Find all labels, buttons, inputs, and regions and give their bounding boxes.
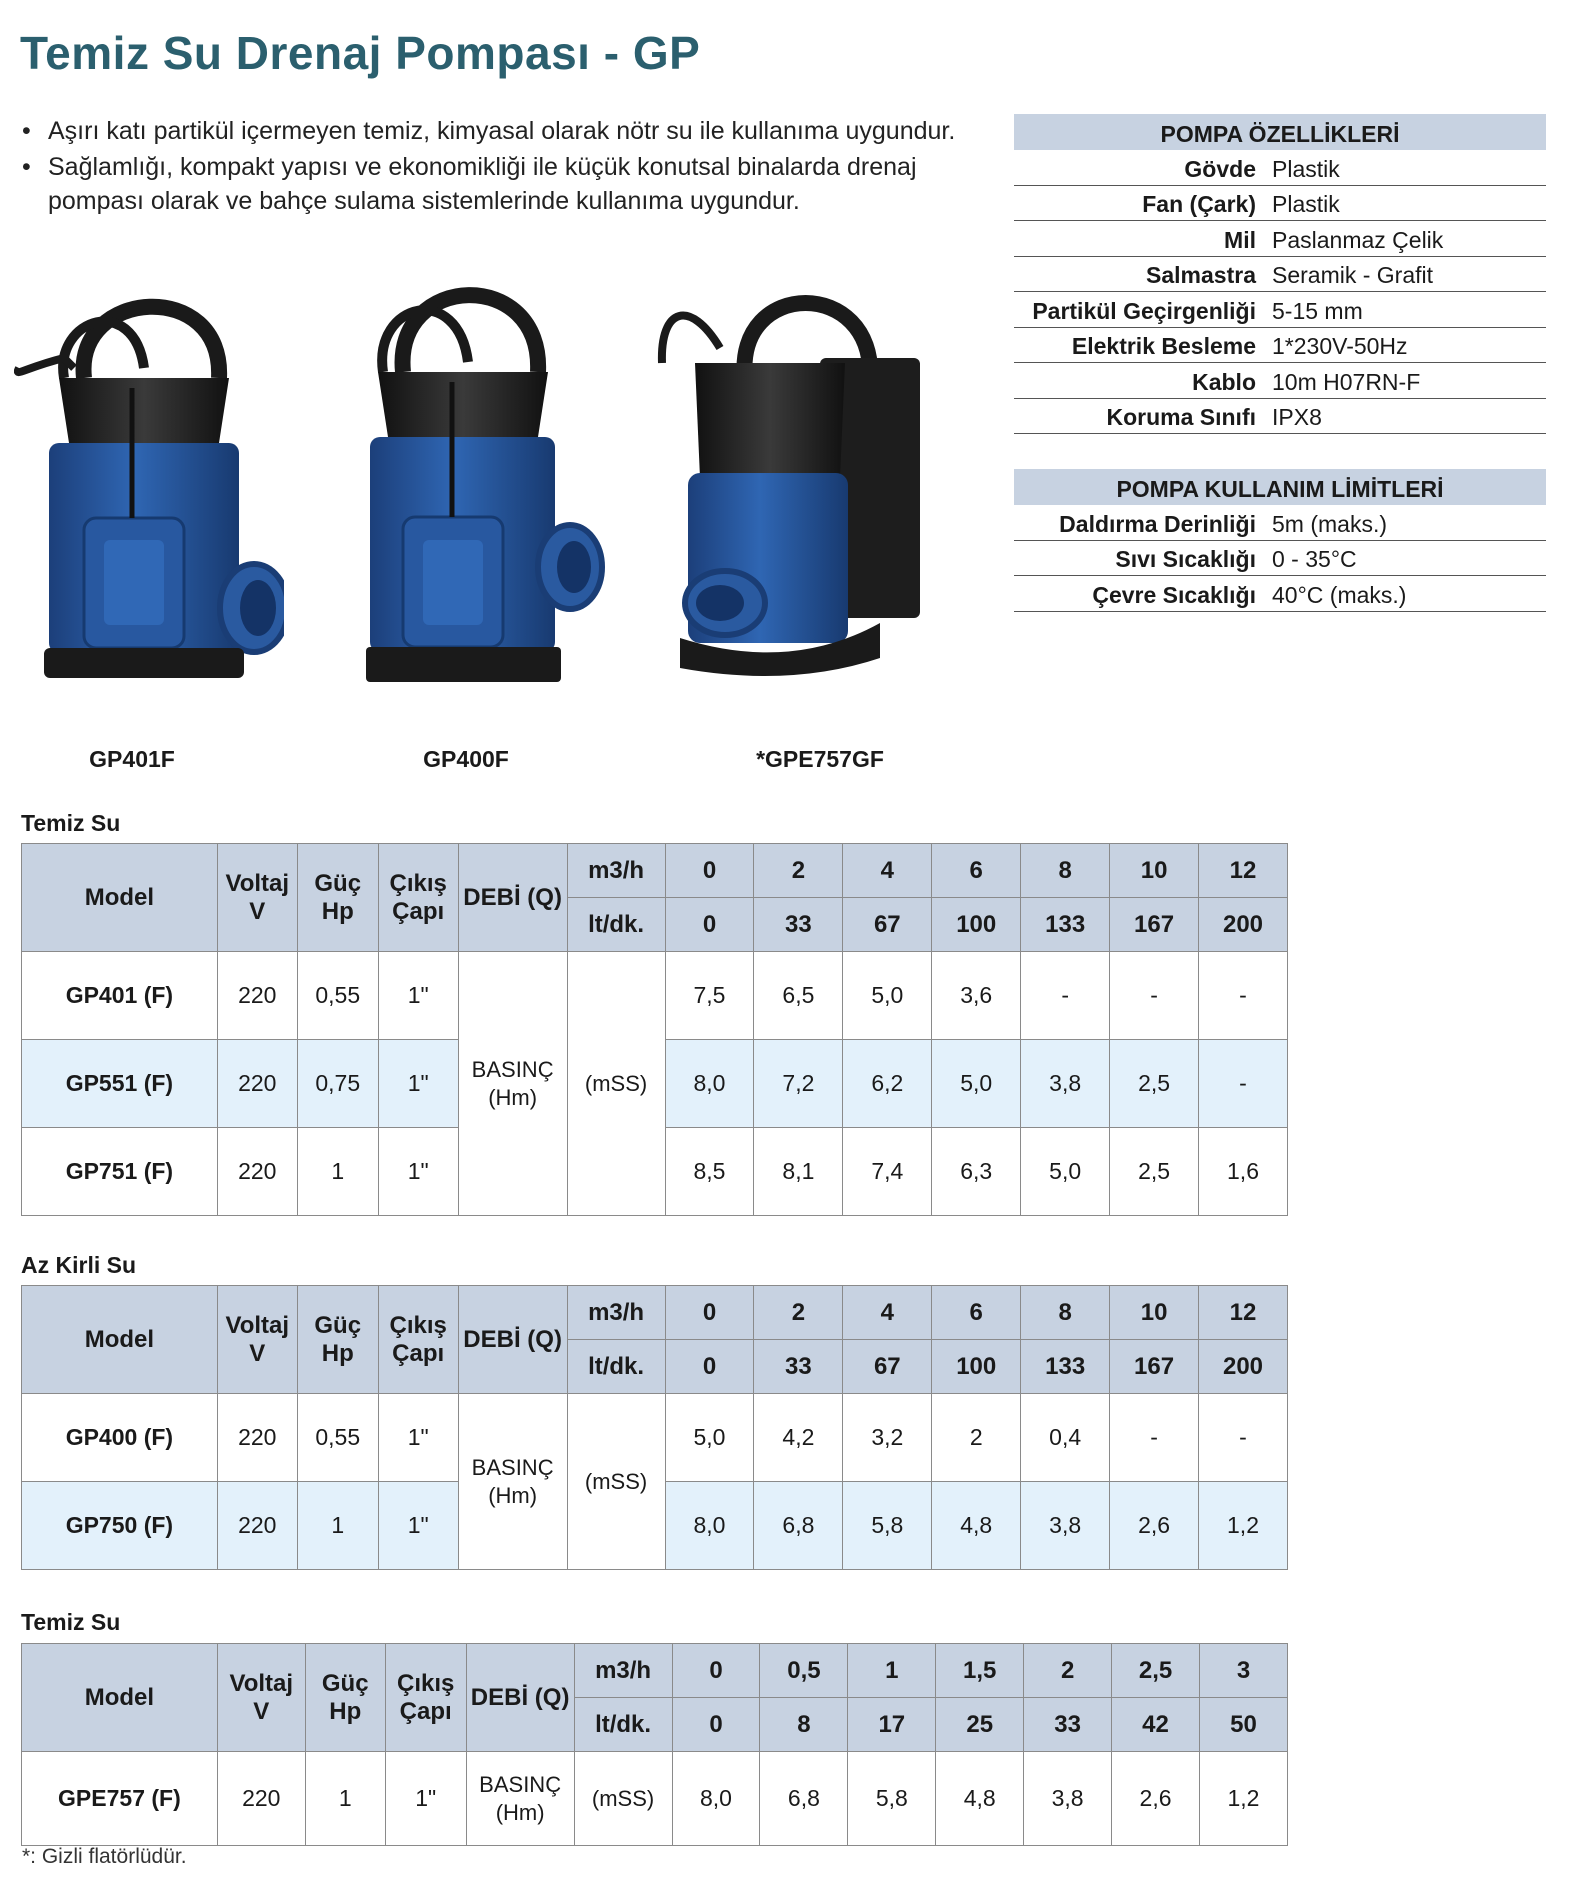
flow-ltdk: 67 <box>843 898 932 952</box>
spec-row <box>1014 150 1546 186</box>
value-cell: - <box>1110 952 1199 1040</box>
value-cell: - <box>1021 952 1110 1040</box>
flow-ltdk: 133 <box>1021 898 1110 952</box>
value-cell: - <box>1110 1394 1199 1482</box>
feature-item: • Aşırı katı partikül içermeyen temiz, kimyasal olarak nötr su ile kullanıma uygundur. <box>22 114 1002 148</box>
power-cell: 1 <box>297 1482 378 1570</box>
spec-value: 5-15 mm <box>1272 297 1363 324</box>
limit-value: 40°C (maks.) <box>1272 581 1407 608</box>
header-flow: DEBİ (Q) <box>458 844 567 952</box>
header-flow: DEBİ (Q) <box>466 1644 574 1752</box>
header-unit-ltdk: lt/dk. <box>567 898 665 952</box>
outlet-cell: 1" <box>385 1752 466 1846</box>
header-power: Güç Hp <box>297 1286 378 1394</box>
header-unit-m3h: m3/h <box>567 1286 665 1340</box>
flow-m3h: 6 <box>932 1286 1021 1340</box>
limit-value: 5m (maks.) <box>1272 510 1387 537</box>
value-cell: 3,8 <box>1021 1482 1110 1570</box>
flow-m3h: 12 <box>1199 844 1288 898</box>
limit-key: Daldırma Derinliği <box>1059 510 1256 537</box>
header-outlet: Çıkış Çapı <box>385 1644 466 1752</box>
voltage-cell: 220 <box>217 1752 305 1846</box>
footnote: *: Gizli flatörlüdür. <box>22 1845 187 1868</box>
value-cell: 1,2 <box>1199 1752 1287 1846</box>
pressure-label: BASINÇ (Hm) <box>458 1394 567 1570</box>
value-cell: 8,0 <box>665 1040 754 1128</box>
flow-ltdk: 0 <box>672 1698 760 1752</box>
flow-ltdk: 42 <box>1112 1698 1200 1752</box>
flow-m3h: 3 <box>1199 1644 1287 1698</box>
spec-value: Seramik - Grafit <box>1272 262 1434 288</box>
value-cell: 7,4 <box>843 1128 932 1216</box>
flow-m3h: 12 <box>1199 1286 1288 1340</box>
spec-value: 1*230V-50Hz <box>1272 333 1408 359</box>
model-cell: GP400 (F) <box>22 1394 218 1482</box>
value-cell: 8,5 <box>665 1128 754 1216</box>
flow-m3h: 10 <box>1110 844 1199 898</box>
outlet-cell: 1" <box>378 1128 458 1216</box>
voltage-cell: 220 <box>217 952 297 1040</box>
voltage-cell: 220 <box>217 1040 297 1128</box>
spec-row <box>1014 221 1546 257</box>
value-cell: - <box>1199 952 1288 1040</box>
flow-ltdk: 33 <box>754 1340 843 1394</box>
value-cell: 3,8 <box>1024 1752 1112 1846</box>
model-cell: GPE757 (F) <box>22 1752 218 1846</box>
model-cell: GP750 (F) <box>22 1482 218 1570</box>
power-cell: 0,75 <box>297 1040 378 1128</box>
value-cell: 5,8 <box>843 1482 932 1570</box>
product-caption: GP400F <box>423 746 509 772</box>
value-cell: 2,6 <box>1112 1752 1200 1846</box>
power-cell: 0,55 <box>297 1394 378 1482</box>
value-cell: 8,1 <box>754 1128 843 1216</box>
power-cell: 0,55 <box>297 952 378 1040</box>
value-cell: 2 <box>932 1394 1021 1482</box>
value-cell: 6,8 <box>760 1752 848 1846</box>
flow-ltdk: 133 <box>1021 1340 1110 1394</box>
pressure-unit: (mSS) <box>567 1394 665 1570</box>
pump-image-gpe757gf <box>650 278 930 698</box>
flow-m3h: 4 <box>843 844 932 898</box>
flow-m3h: 8 <box>1021 1286 1110 1340</box>
spec-value: Paslanmaz Çelik <box>1272 226 1444 253</box>
value-cell: 1,2 <box>1199 1482 1288 1570</box>
flow-m3h: 6 <box>932 844 1021 898</box>
value-cell: 5,0 <box>843 952 932 1040</box>
limit-key: Çevre Sıcaklığı <box>1092 581 1256 608</box>
model-cell: GP751 (F) <box>22 1128 218 1216</box>
limit-row <box>1014 576 1546 612</box>
value-cell: 2,5 <box>1110 1040 1199 1128</box>
value-cell: 5,0 <box>932 1040 1021 1128</box>
value-cell: 4,8 <box>936 1752 1024 1846</box>
spec-row <box>1014 363 1546 399</box>
value-cell: 8,0 <box>672 1752 760 1846</box>
flow-m3h: 0 <box>665 1286 754 1340</box>
flow-ltdk: 200 <box>1199 898 1288 952</box>
outlet-cell: 1" <box>378 952 458 1040</box>
value-cell: 1,6 <box>1199 1128 1288 1216</box>
model-cell: GP401 (F) <box>22 952 218 1040</box>
spec-value: 10m H07RN-F <box>1272 368 1421 395</box>
value-cell: 5,0 <box>665 1394 754 1482</box>
value-cell: 3,6 <box>932 952 1021 1040</box>
flow-ltdk: 100 <box>932 898 1021 952</box>
value-cell: 3,2 <box>843 1394 932 1482</box>
flow-ltdk: 0 <box>665 898 754 952</box>
spec-key: Mil <box>1224 226 1256 253</box>
product-caption: *GPE757GF <box>756 746 884 772</box>
flow-ltdk: 100 <box>932 1340 1021 1394</box>
spec-key: Elektrik Besleme <box>1071 333 1256 359</box>
header-model: Model <box>22 1644 218 1752</box>
header-flow: DEBİ (Q) <box>458 1286 567 1394</box>
flow-m3h: 10 <box>1110 1286 1199 1340</box>
flow-m3h: 2,5 <box>1112 1644 1200 1698</box>
flow-ltdk: 33 <box>1024 1698 1112 1752</box>
header-power: Güç Hp <box>297 844 378 952</box>
feature-list <box>22 114 1002 220</box>
value-cell: 6,3 <box>932 1128 1021 1216</box>
flow-ltdk: 17 <box>848 1698 936 1752</box>
usage-limits-title: POMPA KULLANIM LİMİTLERİ <box>1014 469 1546 505</box>
header-model: Model <box>22 1286 218 1394</box>
flow-m3h: 0,5 <box>760 1644 848 1698</box>
flow-m3h: 8 <box>1021 844 1110 898</box>
spec-key: Partikül Geçirgenliği <box>1032 297 1256 324</box>
value-cell: 6,2 <box>843 1040 932 1128</box>
voltage-cell: 220 <box>217 1394 297 1482</box>
value-cell: 2,6 <box>1110 1482 1199 1570</box>
value-cell: 8,0 <box>665 1482 754 1570</box>
pump-image-gp400f <box>348 262 618 692</box>
header-outlet: Çıkış Çapı <box>378 1286 458 1394</box>
feature-item: • Sağlamlığı, kompakt yapısı ve ekonomikliği ile küçük konutsal binalarda drenaj pompası olarak ve bahçe sulama sistemlerinde kullanıma uygundur. <box>22 150 1002 218</box>
value-cell: 0,4 <box>1021 1394 1110 1482</box>
value-cell: - <box>1199 1040 1288 1128</box>
value-cell: - <box>1199 1394 1288 1482</box>
spec-value: IPX8 <box>1272 404 1322 430</box>
voltage-cell: 220 <box>217 1482 297 1570</box>
limit-value: 0 - 35°C <box>1272 546 1357 572</box>
header-model: Model <box>22 844 218 952</box>
flow-m3h: 2 <box>754 844 843 898</box>
performance-table-clean-water <box>21 843 1288 1216</box>
value-cell: 4,8 <box>932 1482 1021 1570</box>
outlet-cell: 1" <box>378 1394 458 1482</box>
header-unit-ltdk: lt/dk. <box>574 1698 672 1752</box>
flow-m3h: 1 <box>848 1644 936 1698</box>
flow-ltdk: 200 <box>1199 1340 1288 1394</box>
flow-m3h: 0 <box>665 844 754 898</box>
header-outlet: Çıkış Çapı <box>378 844 458 952</box>
table-row <box>22 952 1288 1040</box>
flow-ltdk: 167 <box>1110 898 1199 952</box>
section-title-clean-water-gpe: Temiz Su <box>21 1609 121 1635</box>
power-cell: 1 <box>305 1752 385 1846</box>
pressure-label: BASINÇ (Hm) <box>458 952 567 1216</box>
pump-specs-title: POMPA ÖZELLİKLERİ <box>1014 114 1546 150</box>
value-cell: 6,5 <box>754 952 843 1040</box>
flow-ltdk: 25 <box>936 1698 1024 1752</box>
header-voltage: Voltaj V <box>217 844 297 952</box>
value-cell: 4,2 <box>754 1394 843 1482</box>
spec-value: Plastik <box>1272 191 1340 217</box>
pressure-unit: (mSS) <box>567 952 665 1216</box>
header-unit-ltdk: lt/dk. <box>567 1340 665 1394</box>
outlet-cell: 1" <box>378 1040 458 1128</box>
limit-row <box>1014 541 1546 577</box>
header-power: Güç Hp <box>305 1644 385 1752</box>
table-row <box>22 1752 1288 1846</box>
pump-image-gp401f <box>14 268 284 698</box>
pressure-unit: (mSS) <box>574 1752 672 1846</box>
spec-key: Fan (Çark) <box>1142 191 1256 217</box>
flow-ltdk: 8 <box>760 1698 848 1752</box>
limit-row <box>1014 505 1546 541</box>
flow-ltdk: 0 <box>665 1340 754 1394</box>
value-cell: 2,5 <box>1110 1128 1199 1216</box>
flow-ltdk: 167 <box>1110 1340 1199 1394</box>
usage-limits-table <box>1014 469 1546 612</box>
spec-key: Koruma Sınıfı <box>1106 404 1256 430</box>
header-voltage: Voltaj V <box>217 1644 305 1752</box>
header-unit-m3h: m3/h <box>574 1644 672 1698</box>
spec-row <box>1014 186 1546 222</box>
limit-key: Sıvı Sıcaklığı <box>1115 546 1256 572</box>
flow-ltdk: 33 <box>754 898 843 952</box>
value-cell: 5,0 <box>1021 1128 1110 1216</box>
value-cell: 5,8 <box>848 1752 936 1846</box>
model-cell: GP551 (F) <box>22 1040 218 1128</box>
spec-key: Gövde <box>1184 155 1256 182</box>
spec-row <box>1014 292 1546 328</box>
section-title-clean-water: Temiz Su <box>21 810 121 836</box>
performance-table-gpe757 <box>21 1643 1288 1846</box>
spec-key: Kablo <box>1192 368 1256 395</box>
power-cell: 1 <box>297 1128 378 1216</box>
voltage-cell: 220 <box>217 1128 297 1216</box>
outlet-cell: 1" <box>378 1482 458 1570</box>
performance-table-slightly-dirty-water <box>21 1285 1288 1570</box>
product-caption: GP401F <box>89 746 175 772</box>
flow-m3h: 2 <box>754 1286 843 1340</box>
spec-row <box>1014 328 1546 364</box>
flow-m3h: 2 <box>1024 1644 1112 1698</box>
spec-row <box>1014 257 1546 293</box>
header-unit-m3h: m3/h <box>567 844 665 898</box>
value-cell: 7,5 <box>665 952 754 1040</box>
spec-row <box>1014 399 1546 435</box>
flow-ltdk: 67 <box>843 1340 932 1394</box>
flow-ltdk: 50 <box>1199 1698 1287 1752</box>
section-title-slightly-dirty-water: Az Kirli Su <box>21 1252 137 1278</box>
pump-specs-table <box>1014 114 1546 434</box>
value-cell: 6,8 <box>754 1482 843 1570</box>
pressure-label: BASINÇ (Hm) <box>466 1752 574 1846</box>
page-title: Temiz Su Drenaj Pompası - GP <box>20 27 701 79</box>
value-cell: 7,2 <box>754 1040 843 1128</box>
spec-value: Plastik <box>1272 155 1340 182</box>
flow-m3h: 4 <box>843 1286 932 1340</box>
spec-key: Salmastra <box>1146 262 1256 288</box>
flow-m3h: 1,5 <box>936 1644 1024 1698</box>
value-cell: 3,8 <box>1021 1040 1110 1128</box>
header-voltage: Voltaj V <box>217 1286 297 1394</box>
flow-m3h: 0 <box>672 1644 760 1698</box>
table-row <box>22 1394 1288 1482</box>
